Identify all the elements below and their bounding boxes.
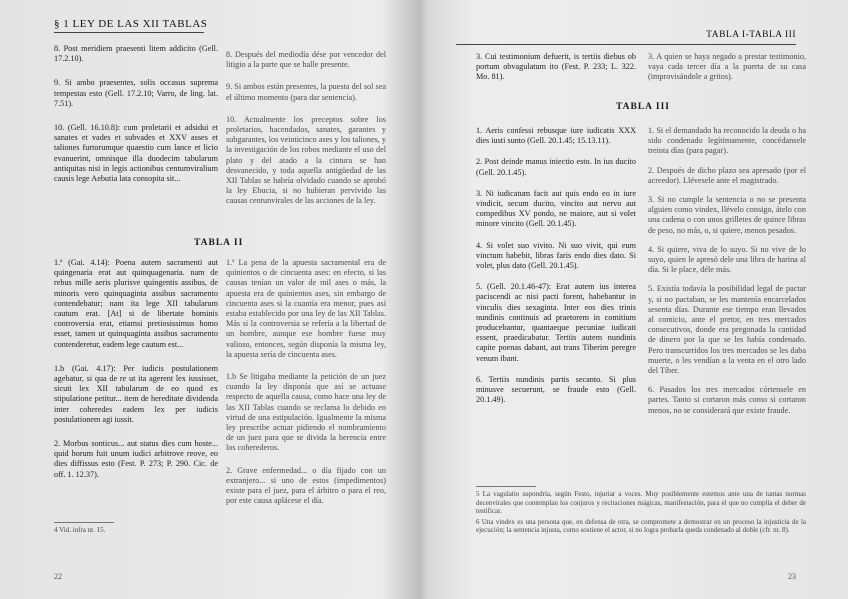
latin-entry-2: 2. Morbus sonticus... aut status dies cum hoste... quid horum fuit unum iudici arbitrove reove, eo dies diffissus esto (Fest. P. 273; P. 290. Cic. de off. 1. 12.37).	[54, 439, 218, 479]
latin-entry-3-top: 3. Cui testimonium defuerit, is tertiis diebus ob portum obvagulatum ito (Fest. P. 233; L. 322. Mo. 81).	[476, 52, 636, 82]
spanish-entry-iii-2: 2. Después de dicho plazo sea apresado (por el acreedor). Llévesele ante el magistrado.	[648, 165, 806, 185]
latin-entry-8: 8. Post meridiem praesenti litem addicito (Gell. 17.2.10).	[54, 44, 218, 64]
spanish-entry-iii-1: 1. Si el demandado ha reconocido la deuda o ha sido condenado legítimamente, concédansele treinta días (para pagar).	[648, 126, 806, 156]
spanish-column-right	[648, 126, 806, 416]
spanish-entry-10: 10. Actualmente los preceptos sobre los proletarios, hacendados, sanates, garantes y subgarantes, los veinticinco ases y los taliones, y la investigación de los robos mediante el uso del plato y del atado a la cintura se han desvanecido, y toda aquella antigüedad de las XII Tablas se habría olvidado cuando se aprobó la ley Ebucia, si no hubieran pervivido las causas centunvirales de las acciones de la ley.	[226, 114, 386, 206]
latin-entry-iii-2: 2. Post deinde manus iniectio esto. In ius ducito (Gell. 20.1.45).	[476, 157, 636, 177]
latin-entry-iii-6: 6. Tertiis nundinis partis secanto. Si plus minusve secuerunt, se fraude esto (Gell. 20.1.49).	[476, 374, 636, 405]
footnote-left: 4 Vid. infra nt. 15.	[54, 526, 106, 534]
spanish-entry-iii-3: 3. Si no cumple la sentencia o no se presenta alguien como vindex, llévelo consigo, átelo con una cadena o con unos grilletes de quince libras de peso, no más, o, si quiere, menos pesados.	[648, 195, 806, 235]
latin-column-bottom-left	[54, 258, 218, 480]
running-header-left	[54, 18, 207, 30]
spanish-column-top-left	[226, 50, 386, 207]
running-header-right-text: TABLA I-TABLA III	[706, 30, 796, 40]
running-header-left-text: § 1 LEY DE LAS XII TABLAS	[54, 18, 208, 30]
spanish-entry-2: 2. Grave enfermedad... o día fijado con un extranjero... si uno de estos (impedimentos) existe para el juez, para el árbitro o para el reo, por este causa aplácese el día.	[226, 465, 386, 506]
spanish-entry-1a: 1.ª La pena de la apuesta sacramental era de quinientos o de cincuenta ases: en efecto, si las causas tenían un valor de mil ases o más, la apuesta era de quinientos ases, sin embargo de cincuenta ases si la cuantía era menor, pues así estaba establecido por una ley de las XII Tablas. Más si la controversia se refería a la libertad de un hombre, aunque ese hombre fuese muy valioso, entonces, según disponía la misma ley, la apuesta sería de cincuenta ases.	[226, 258, 386, 359]
header-rule	[54, 32, 204, 33]
spanish-entry-iii-4: 4. Si quiere, viva de lo suyo. Si no vive de lo suyo, quien le apresó dele una libra de harina al día. Si le place, déle más.	[648, 244, 806, 275]
spanish-entry-1b: 1.b Se litigaba mediante la petición de un juez cuando la ley disponía que así se actuase respecto de aquella causa, como hace una ley de las XII Tablas cuando se reclama lo debido en virtud de una estipulación. Igualmente la misma ley prescribe actuar pidiendo el nombramiento de un juez para que se divida la herencia entre los coherederos.	[226, 372, 386, 453]
latin-entry-iii-3: 3. Ni iudicatum facit aut quis endo eo in iure vindicit, secum ducito, vincito aut nervo aut compedibus XV pondo, ne maiore, aut si volet minore vincito (Gell. 20.1.45).	[476, 188, 636, 229]
latin-entry-iii-5: 5. (Gell. 20.1.46-47): Erat autem ius interea paciscendi ac nisi pacti forent, habebantur in vinculis dies sexaginta. Inter eos dies trinis nundinis continuis ad praetorem in comitium producebantur, quantaeque pecuniae iudicati essent, praedicabatur. Tertiis autem nundinis capite poenas dabant, aut trans Tiberim peregre venum ibant.	[476, 282, 636, 363]
section-title-tabla-ii: TABLA II	[194, 238, 244, 248]
footnote-6: 6 Una vindex es una persona que, en defensa de otra, se compromete a demostrar en un proceso la injusticia de la ejecución; la sentencia injusta, como sostiene el actor, si no logra probarla queda condenado al doble (cfr. nt. 8).	[476, 517, 806, 534]
spanish-entry-9: 9. Si ambos están presentes, la puesta del sol sea el último momento (para dar sentencia).	[226, 82, 386, 102]
running-header-right	[706, 30, 796, 40]
section-title-tabla-iii: TABLA III	[616, 102, 670, 112]
latin-column-top-right	[476, 52, 636, 83]
page-number-right: 23	[788, 572, 796, 581]
footnote-5: 5 La vagulatio supondría, según Festo, injuriar a voces. Muy posiblemente estemos ante una de tantas normas decenvirales que contemplan los conjuros y recitaciones mágicas, manifestación, para el que no cumplía el deber de testificar.	[476, 490, 806, 515]
latin-entry-1a: 1.ª (Gai. 4.14): Poena autem sacramenti aut quingenaria erat aut quinquagenaria. nam de rebus mille aeris plurisve quingentis assibus, de minoris vero quinquaginta assibus sacramento contendebatur; nam ita lege XII tabularum cautum erat. [At] si de libertate hominis controversia erat, etiamsi pretiosissimus homo esset, tamen ut quinquaginta assibus sacramento contenderetur, eadem lege cautum est...	[54, 258, 218, 349]
spanish-column-top-right	[648, 52, 806, 83]
spanish-entry-8: 8. Después del mediodía dése por vencedor del litigio a la parte que se halle presente.	[226, 50, 386, 70]
footnotes-right	[476, 490, 806, 535]
page-number-left: 22	[54, 572, 62, 581]
right-page	[424, 0, 848, 599]
footnote-rule-left	[54, 522, 114, 523]
latin-column-right	[476, 126, 636, 405]
spanish-entry-3-top: 3. A quien se haya negado a prestar testimonio, vaya cada tercer día a la puerta de su casa (improvisándole a gritos).	[648, 52, 806, 82]
spanish-column-bottom-left	[226, 258, 386, 506]
spanish-entry-iii-5: 5. Existía todavía la posibilidad legal de pactar y, si no pactaban, se les mantenía encarcelados sesenta días. Durante ese tiempo eran llevados al comicio, ante el pretor, en tres mercados consecutivos, donde era pregonada la cantidad de dinero por la que se les había condenado. Pero transcurridos los tres mercados se les daba muerte, o les vendían a la venta en el otro lado del Tíber.	[648, 284, 806, 376]
latin-entry-9: 9. Si ambo praesentes, solis occasus suprema tempestas esto (Gell. 17.2.10; Varro, de ling. lat. 7.51).	[54, 78, 218, 108]
latin-entry-iii-1: 1. Aeris confessi rebusque iure iudicatis XXX dies iusti sunto (Gell. 20.1.45; 15.13.11).	[476, 126, 636, 146]
footnote-rule-right	[476, 486, 536, 487]
latin-column-top-left	[54, 44, 218, 184]
latin-entry-10: 10. (Gell. 16.10.8): cum proletarii et adsidui et sanates et vades et subvades et XXV asses et taliones furtorumque quaestio cum lance et licio evanuerint, omnisque illa duodecim tabularum antiquitas nisi in legis actionibus centumviralium causis lege Aebutia lata consopita sit...	[54, 123, 218, 184]
spanish-entry-iii-6: 6. Pasados los tres mercados córtensele en partes. Tanto si cortaron más como si cortaron menos, no se considerará que existe fraude.	[648, 385, 806, 415]
latin-entry-iii-4: 4. Si volet suo vivito. Ni suo vivit, qui eum vinctum habebit, libras faris endo dies dato. Si volet, plus dato (Gell. 20.1.45).	[476, 240, 636, 271]
header-rule-right	[456, 44, 796, 45]
latin-entry-1b: 1.b (Gai. 4.17): Per iudicis postulationem agebatur, si qua de re ut ita agerent lex iussisset, sicuti lex XII tabularum de eo quod ex stipulatione petitur... item de hereditate dividenda inter coheredes eadem lex per iudicis postulationem agi iussit.	[54, 363, 218, 424]
